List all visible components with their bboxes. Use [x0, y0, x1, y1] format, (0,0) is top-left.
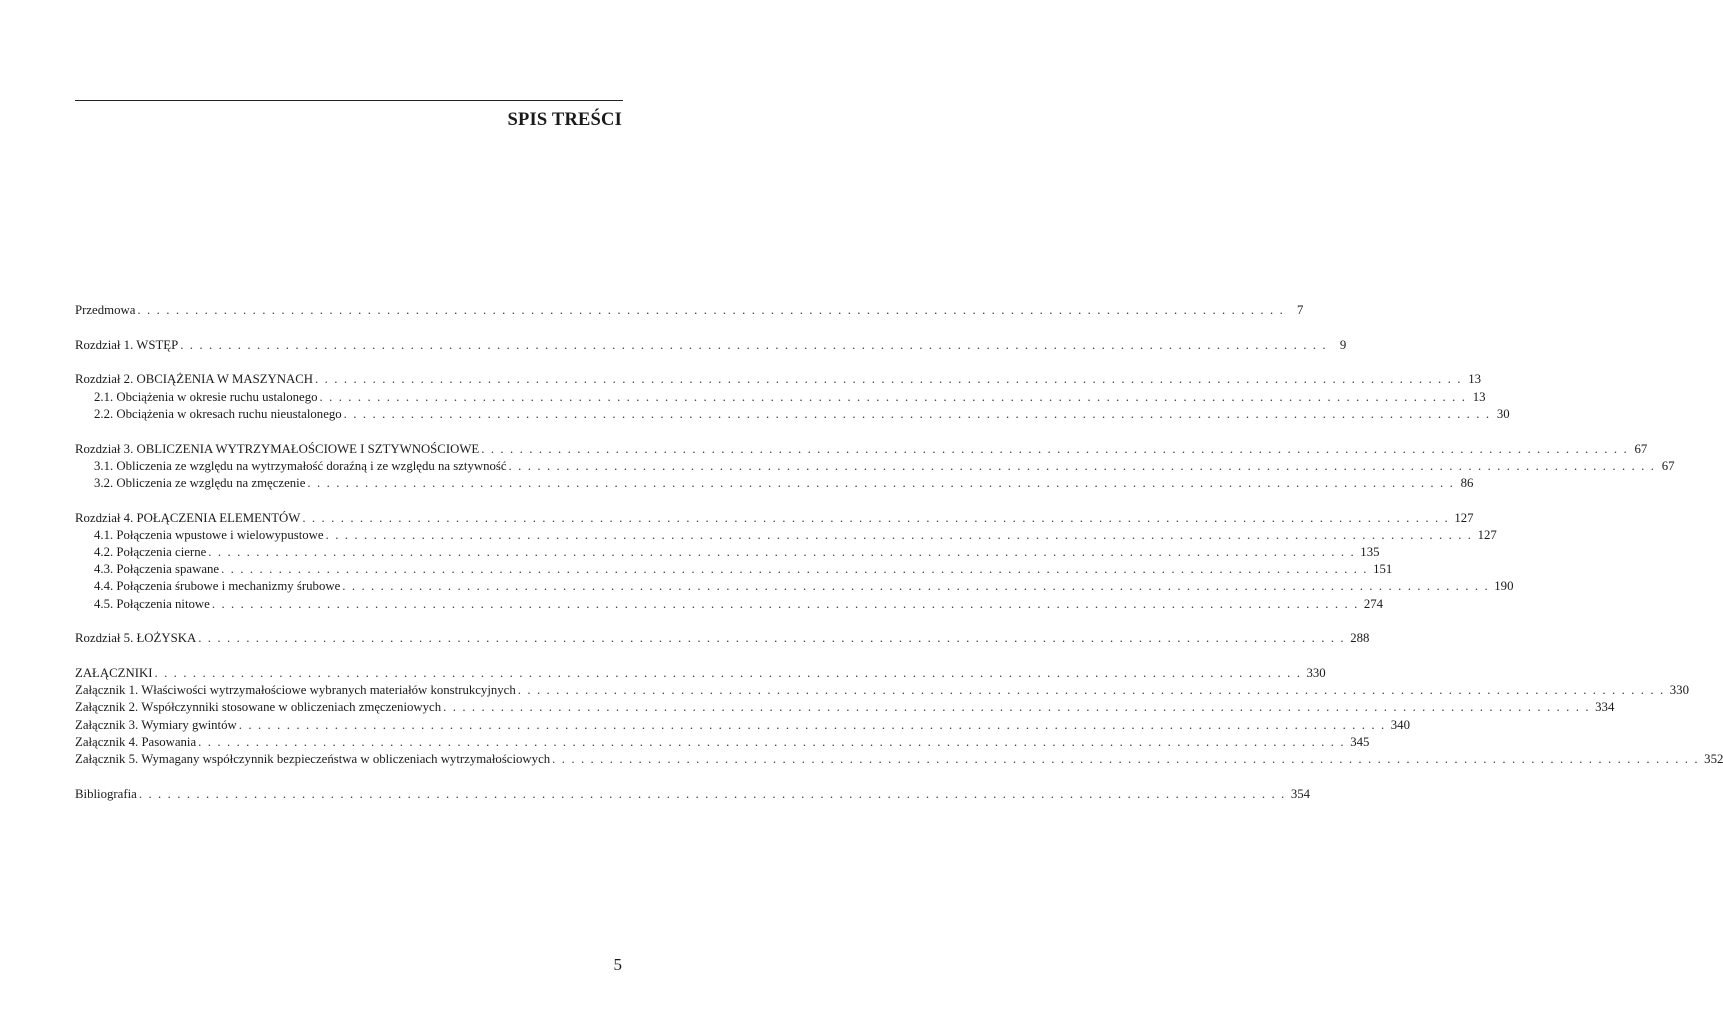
toc-entry-page: 354: [1290, 786, 1311, 801]
toc-subentry[interactable]: [75, 527, 1497, 544]
toc-entry[interactable]: [75, 699, 1615, 716]
toc-entry[interactable]: [75, 630, 1370, 647]
toc-entry-label: 2.1. Obciążenia w okresie ruchu ustalonego: [94, 389, 318, 404]
toc-entry-label: 4.5. Połączenia nitowe: [94, 596, 210, 611]
toc-entry[interactable]: [75, 734, 1370, 751]
toc-subentry[interactable]: [75, 406, 1510, 423]
toc-entry[interactable]: [75, 510, 1474, 527]
dot-leader: . . . . . . . . . . . . . . . . . . . . . . . . . . . . . . . . . . . . . . . . . . . . . . . . . . . . . . . . . . . . . . . . . . . . . . . . . . . . . . . . . . . . . . . . . . . . . . . . . . . . . . . . . . . . . . . . . . . . . . . .: [552, 752, 1700, 767]
toc-entry-page: 7: [1297, 303, 1304, 317]
page-title: SPIS TREŚCI: [507, 110, 622, 130]
toc-subentry[interactable]: [75, 389, 1486, 406]
dot-leader: . . . . . . . . . . . . . . . . . . . . . . . . . . . . . . . . . . . . . . . . . . . . . . . . . . . . . . . . . . . . . . . . . . . . . . . . . . . . . . . . . . . . . . . . . . . . . . . . . . . . . . . . . . . . . . . . . . . . . . . .: [180, 337, 1328, 352]
toc-entry-page: 13: [1472, 389, 1486, 404]
toc-group: [75, 302, 1304, 319]
toc-entry-page: 13: [1468, 372, 1482, 387]
toc-entry-label: Przedmowa: [75, 303, 136, 317]
toc-group: [75, 665, 1723, 768]
toc-entry-label: Rozdział 1. WSTĘP: [75, 337, 179, 352]
toc-subentry[interactable]: [75, 596, 1384, 613]
toc-group: [75, 337, 1347, 354]
toc-entry-label: Załącznik 5. Wymagany współczynnik bezpieczeństwa w obliczeniach wytrzymałościowych: [75, 752, 551, 767]
toc-entry[interactable]: [75, 682, 1689, 699]
toc-entry-label: 4.2. Połączenia cierne: [94, 545, 207, 560]
toc-entry-page: 330: [1306, 666, 1326, 681]
dot-leader: . . . . . . . . . . . . . . . . . . . . . . . . . . . . . . . . . . . . . . . . . . . . . . . . . . . . . . . . . . . . . . . . . . . . . . . . . . . . . . . . . . . . . . . . . . . . . . . . . . . . . . . . . . . . . . . . . . . . . . . .: [307, 475, 1455, 490]
toc-entry-page: 274: [1363, 596, 1384, 611]
toc-entry-page: 127: [1477, 527, 1497, 542]
dot-leader: . . . . . . . . . . . . . . . . . . . . . . . . . . . . . . . . . . . . . . . . . . . . . . . . . . . . . . . . . . . . . . . . . . . . . . . . . . . . . . . . . . . . . . . . . . . . . . . . . . . . . . . . . . . . . . . . . . . . . . . .: [315, 372, 1463, 387]
toc-entry[interactable]: [75, 786, 1311, 803]
toc-subentry[interactable]: [75, 458, 1675, 475]
toc-entry-label: Rozdział 5. ŁOŻYSKA: [75, 631, 197, 646]
dot-leader: . . . . . . . . . . . . . . . . . . . . . . . . . . . . . . . . . . . . . . . . . . . . . . . . . . . . . . . . . . . . . . . . . . . . . . . . . . . . . . . . . . . . . . . . . . . . . . . . . . . . . . . . . . . . . . . . . . . . . . . .: [343, 406, 1491, 421]
toc-entry[interactable]: [75, 665, 1326, 682]
toc-entry-label: ZAŁĄCZNIKI: [75, 666, 153, 681]
toc-subentry[interactable]: [75, 544, 1380, 561]
toc-entry-label: 2.2. Obciążenia w okresach ruchu nieustalonego: [94, 406, 342, 421]
toc-entry-label: 4.3. Połączenia spawane: [94, 562, 220, 577]
toc-entry-label: Rozdział 4. POŁĄCZENIA ELEMENTÓW: [75, 510, 301, 525]
toc-entry-page: 330: [1669, 683, 1689, 698]
toc-entry-page: 135: [1360, 545, 1380, 560]
toc-entry[interactable]: [75, 302, 1304, 319]
toc-entry-page: 151: [1373, 562, 1393, 577]
toc-entry-page: 345: [1350, 734, 1370, 749]
toc-entry-label: Załącznik 4. Pasowania: [75, 734, 197, 749]
dot-leader: . . . . . . . . . . . . . . . . . . . . . . . . . . . . . . . . . . . . . . . . . . . . . . . . . . . . . . . . . . . . . . . . . . . . . . . . . . . . . . . . . . . . . . . . . . . . . . . . . . . . . . . . . . . . . . . . . . . . . . . .: [443, 700, 1591, 715]
dot-leader: . . . . . . . . . . . . . . . . . . . . . . . . . . . . . . . . . . . . . . . . . . . . . . . . . . . . . . . . . . . . . . . . . . . . . . . . . . . . . . . . . . . . . . . . . . . . . . . . . . . . . . . . . . . . . . . . . . . . . . . .: [325, 527, 1473, 542]
toc-entry-page: 190: [1494, 579, 1514, 594]
toc-entry-label: Rozdział 3. OBLICZENIA WYTRZYMAŁOŚCIOWE I SZTYWNOŚCIOWE: [75, 441, 480, 456]
toc-group: [75, 630, 1370, 647]
toc-entry-page: 67: [1634, 441, 1648, 456]
toc-group: [75, 786, 1311, 803]
dot-leader: . . . . . . . . . . . . . . . . . . . . . . . . . . . . . . . . . . . . . . . . . . . . . . . . . . . . . . . . . . . . . . . . . . . . . . . . . . . . . . . . . . . . . . . . . . . . . . . . . . . . . . . . . . . . . . . . . . . . . . . .: [211, 596, 1359, 611]
toc-entry-label: Załącznik 1. Właściwości wytrzymałościowe wybranych materiałów konstrukcyjnych: [75, 683, 516, 698]
dot-leader: . . . . . . . . . . . . . . . . . . . . . . . . . . . . . . . . . . . . . . . . . . . . . . . . . . . . . . . . . . . . . . . . . . . . . . . . . . . . . . . . . . . . . . . . . . . . . . . . . . . . . . . . . . . . . . . . . . . . . . . .: [198, 734, 1346, 749]
dot-leader: . . . . . . . . . . . . . . . . . . . . . . . . . . . . . . . . . . . . . . . . . . . . . . . . . . . . . . . . . . . . . . . . . . . . . . . . . . . . . . . . . . . . . . . . . . . . . . . . . . . . . . . . . . . . . . . . . . . . . . . .: [342, 579, 1490, 594]
header-rule: [75, 100, 623, 101]
dot-leader: . . . . . . . . . . . . . . . . . . . . . . . . . . . . . . . . . . . . . . . . . . . . . . . . . . . . . . . . . . . . . . . . . . . . . . . . . . . . . . . . . . . . . . . . . . . . . . . . . . . . . . . . . . . . . . . . . . . . . . . .: [137, 303, 1285, 317]
toc-group: [75, 371, 1510, 423]
toc-entry-label: Załącznik 3. Wymiary gwintów: [75, 717, 237, 732]
toc-entry[interactable]: [75, 371, 1482, 388]
dot-leader: . . . . . . . . . . . . . . . . . . . . . . . . . . . . . . . . . . . . . . . . . . . . . . . . . . . . . . . . . . . . . . . . . . . . . . . . . . . . . . . . . . . . . . . . . . . . . . . . . . . . . . . . . . . . . . . . . . . . . . . .: [138, 786, 1286, 801]
toc-entry-label: 4.4. Połączenia śrubowe i mechanizmy śrubowe: [94, 579, 341, 594]
toc-subentry[interactable]: [75, 475, 1474, 492]
toc-entry[interactable]: [75, 751, 1723, 768]
dot-leader: . . . . . . . . . . . . . . . . . . . . . . . . . . . . . . . . . . . . . . . . . . . . . . . . . . . . . . . . . . . . . . . . . . . . . . . . . . . . . . . . . . . . . . . . . . . . . . . . . . . . . . . . . . . . . . . . . . . . . . . .: [154, 666, 1302, 681]
toc-entry-label: 4.1. Połączenia wpustowe i wielowypustowe: [94, 527, 324, 542]
toc-entry-page: 334: [1595, 700, 1615, 715]
toc-entry-page: 67: [1661, 458, 1675, 473]
dot-leader: . . . . . . . . . . . . . . . . . . . . . . . . . . . . . . . . . . . . . . . . . . . . . . . . . . . . . . . . . . . . . . . . . . . . . . . . . . . . . . . . . . . . . . . . . . . . . . . . . . . . . . . . . . . . . . . . . . . . . . . .: [481, 441, 1629, 456]
toc-entry-page: 288: [1350, 631, 1370, 646]
toc-group: [75, 441, 1675, 493]
dot-leader: . . . . . . . . . . . . . . . . . . . . . . . . . . . . . . . . . . . . . . . . . . . . . . . . . . . . . . . . . . . . . . . . . . . . . . . . . . . . . . . . . . . . . . . . . . . . . . . . . . . . . . . . . . . . . . . . . . . . . . . .: [198, 631, 1346, 646]
table-of-contents: [75, 302, 1723, 820]
toc-entry[interactable]: [75, 337, 1347, 354]
toc-entry[interactable]: [75, 441, 1648, 458]
toc-entry[interactable]: [75, 717, 1410, 734]
toc-entry-page: 86: [1460, 475, 1474, 490]
dot-leader: . . . . . . . . . . . . . . . . . . . . . . . . . . . . . . . . . . . . . . . . . . . . . . . . . . . . . . . . . . . . . . . . . . . . . . . . . . . . . . . . . . . . . . . . . . . . . . . . . . . . . . . . . . . . . . . . . . . . . . . .: [508, 458, 1656, 473]
page-number: 5: [613, 955, 622, 974]
toc-entry-page: 30: [1496, 406, 1510, 421]
toc-subentry[interactable]: [75, 578, 1514, 595]
toc-entry-label: 3.2. Obliczenia ze względu na zmęczenie: [94, 475, 306, 490]
dot-leader: . . . . . . . . . . . . . . . . . . . . . . . . . . . . . . . . . . . . . . . . . . . . . . . . . . . . . . . . . . . . . . . . . . . . . . . . . . . . . . . . . . . . . . . . . . . . . . . . . . . . . . . . . . . . . . . . . . . . . . . .: [238, 717, 1386, 732]
toc-entry-label: Załącznik 2. Współczynniki stosowane w obliczeniach zmęczeniowych: [75, 700, 442, 715]
dot-leader: . . . . . . . . . . . . . . . . . . . . . . . . . . . . . . . . . . . . . . . . . . . . . . . . . . . . . . . . . . . . . . . . . . . . . . . . . . . . . . . . . . . . . . . . . . . . . . . . . . . . . . . . . . . . . . . . . . . . . . . .: [221, 562, 1369, 577]
dot-leader: . . . . . . . . . . . . . . . . . . . . . . . . . . . . . . . . . . . . . . . . . . . . . . . . . . . . . . . . . . . . . . . . . . . . . . . . . . . . . . . . . . . . . . . . . . . . . . . . . . . . . . . . . . . . . . . . . . . . . . . .: [517, 683, 1665, 698]
toc-subentry[interactable]: [75, 561, 1393, 578]
toc-entry-page: 9: [1339, 337, 1347, 352]
toc-entry-page: 352: [1704, 752, 1723, 767]
toc-entry-page: 127: [1454, 510, 1474, 525]
toc-entry-page: 340: [1390, 717, 1410, 732]
toc-entry-label: Bibliografia: [75, 786, 137, 801]
dot-leader: . . . . . . . . . . . . . . . . . . . . . . . . . . . . . . . . . . . . . . . . . . . . . . . . . . . . . . . . . . . . . . . . . . . . . . . . . . . . . . . . . . . . . . . . . . . . . . . . . . . . . . . . . . . . . . . . . . . . . . . .: [319, 389, 1467, 404]
toc-entry-label: Rozdział 2. OBCIĄŻENIA W MASZYNACH: [75, 372, 314, 387]
dot-leader: . . . . . . . . . . . . . . . . . . . . . . . . . . . . . . . . . . . . . . . . . . . . . . . . . . . . . . . . . . . . . . . . . . . . . . . . . . . . . . . . . . . . . . . . . . . . . . . . . . . . . . . . . . . . . . . . . . . . . . . .: [208, 545, 1356, 560]
toc-entry-label: 3.1. Obliczenia ze względu na wytrzymałość doraźną i ze względu na sztywność: [94, 458, 507, 473]
dot-leader: . . . . . . . . . . . . . . . . . . . . . . . . . . . . . . . . . . . . . . . . . . . . . . . . . . . . . . . . . . . . . . . . . . . . . . . . . . . . . . . . . . . . . . . . . . . . . . . . . . . . . . . . . . . . . . . . . . . . . . . .: [302, 510, 1450, 525]
toc-group: [75, 510, 1514, 613]
